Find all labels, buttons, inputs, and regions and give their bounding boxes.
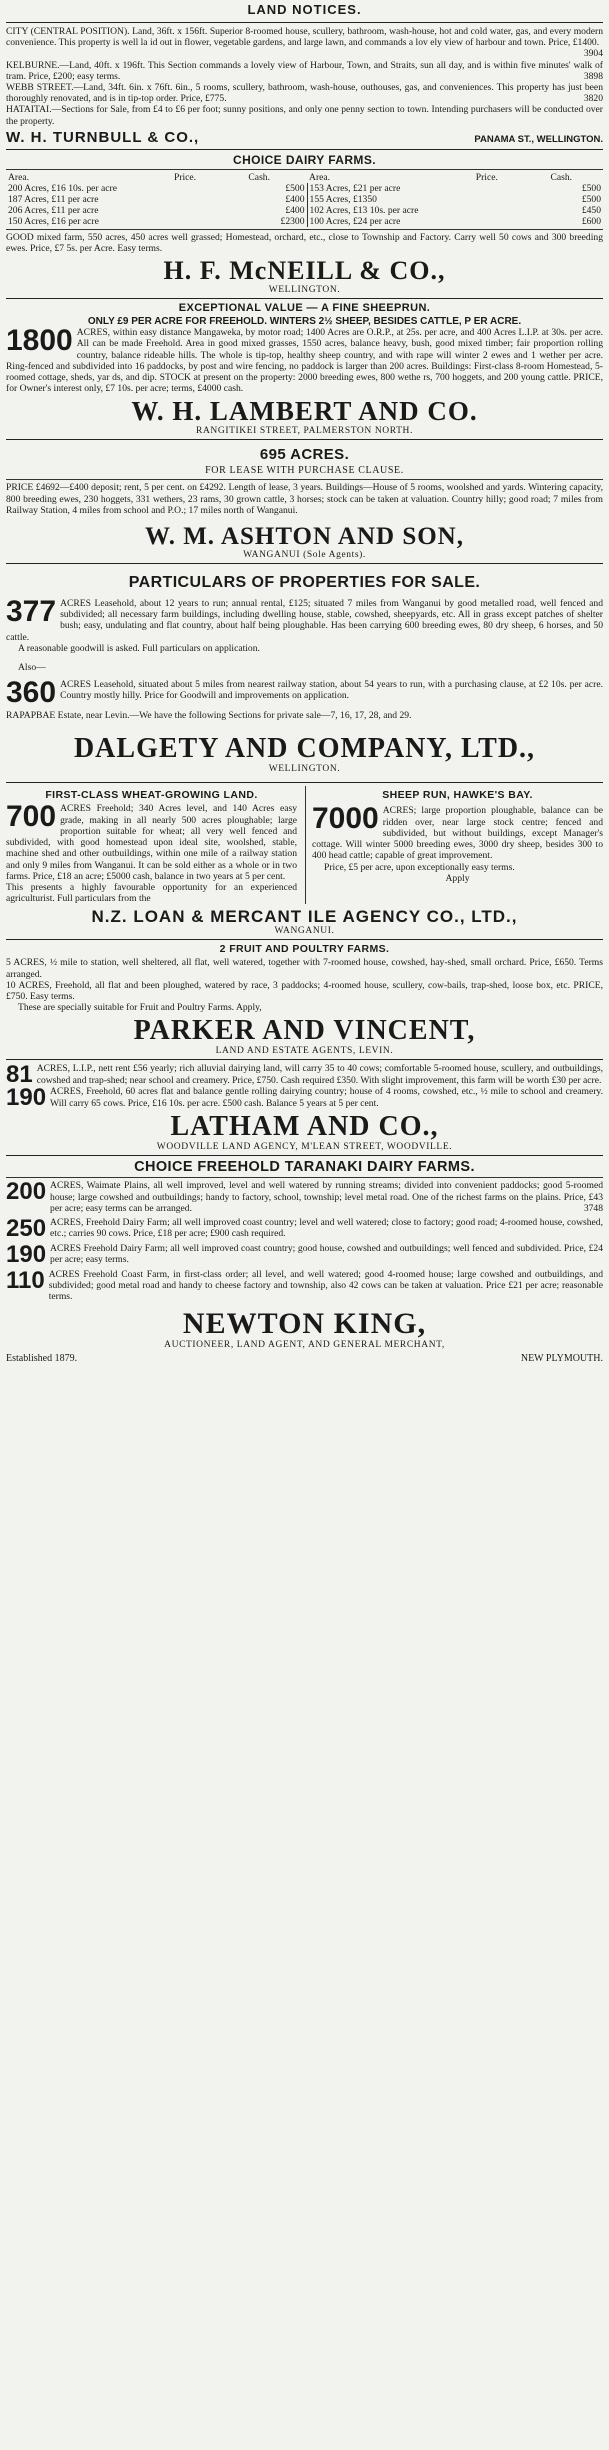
table-cell: 187 Acres, £11 per acre <box>8 193 99 205</box>
ad-kelburne <box>6 60 603 82</box>
firm-newton-king-location: NEW PLYMOUTH. <box>520 1352 603 1364</box>
wheat-column <box>6 786 297 904</box>
lease-subheading: FOR LEASE WITH PURCHASE CLAUSE. <box>205 465 404 477</box>
section-title-particulars: PARTICULARS OF PROPERTIES FOR SALE. <box>128 574 481 592</box>
divider <box>6 229 603 230</box>
firm-parker-vincent: PARKER AND VINCENT, <box>133 1015 476 1047</box>
divider <box>6 1059 603 1060</box>
divider <box>6 563 603 564</box>
taranaki-text: ACRES Freehold Coast Farm, in first-class order; all level, and well watered; good 4-roomed house; large cowshed and outbuildings, and subdivided; good metal road and handy to cheese factory and township, also 42 cows can be taken at valuation. Price £21 per acre; reasonable terms. <box>48 1268 603 1303</box>
fruit-ad-1: 5 ACRES, ½ mile to station, well sheltered, all flat, well watered, together with 7-roomed house, cowshed, hay-shed, small orchard. Price, £650. Terms arranged. <box>6 957 603 980</box>
table-cell: 102 Acres, £13 10s. per acre <box>307 205 548 216</box>
firm-lambert: W. H. LAMBERT AND CO. <box>131 396 478 427</box>
table-cell: 150 Acres, £16 per acre <box>8 215 99 227</box>
firm-newton-king-established: Established 1879. <box>6 1352 78 1364</box>
hawkes-text: ACRES; large proportion ploughable, balance can be ridden over, near large stock centre; fenced and subdivided, but without buildings, except Manager's cottage. Will winter 5000 breeding ewes, 3000 dry sheep, besides 300 to 400 head cattle; capable of great improvement. <box>312 805 603 862</box>
fruit-note: These are specially suitable for Fruit and Poultry Farms. Apply, <box>18 1002 262 1014</box>
particulars-text: ACRES Leasehold, about 12 years to run; annual rental, £125; situated 7 miles from Wanganui by good metalled road, well fenced and subdivided; all necessary farm buildings, including dwelling house, stable, cowshed, sheepyards, etc. All in grass except patches of shelter bush; easy, undulating and flat country, about half being ploughable. Has been carrying 600 breeding ewes, 80 dry sheep, 6 horses, and 50 cattle. <box>6 598 603 643</box>
particulars-also: Also— <box>18 662 46 674</box>
table-cell: £450 <box>581 204 601 216</box>
ad-city <box>6 26 603 60</box>
taranaki-text: ACRES, Waimate Plains, all well improved, level and well watered by running streams; divided into convenient paddocks; good 5-roomed house; large cowshed and outbuildings; handy to factory, school, township; level metal road. One of the richest farms on the plains. Price, £43 per acre; easy terms can be arranged. <box>50 1180 603 1214</box>
table-header <box>6 172 603 183</box>
land-notices-page <box>6 0 603 1364</box>
firm-mcneill: H. F. McNEILL & CO., <box>163 256 446 286</box>
woodville-acres-figure: 81 <box>6 1061 33 1089</box>
taranaki-ad-4 <box>6 1266 603 1303</box>
firm-parker-vincent-address: LAND AND ESTATE AGENTS, LEVIN. <box>215 1046 394 1057</box>
taranaki-text: ACRES Freehold Dairy Farm; all well improved coast country; good house, cowshed and outbuildings; well fenced and subdivided. Price, £24 per acre; easy terms. <box>50 1242 603 1266</box>
hawkes-apply: Apply <box>445 872 470 884</box>
column-header: Price. <box>173 171 197 183</box>
firm-turnbull-address: PANAMA ST., WELLINGTON. <box>474 133 603 145</box>
column-header: Area. <box>309 171 331 183</box>
lease-ad: PRICE £4692—£400 deposit; rent, 5 per cent. on £4292. Length of lease, 3 years. Buildings—House of 5 rooms, woolshed and yards. Wintering capacity, 800 breeding ewes, 230 hoggets, 331 wethers, 23 rams, 30 grown cattle, 3 horses; stock can be taken at valuation. Country hilly; good road; 7 miles from Railway Station, 4 miles from school and P.O.; 17 miles north of Wanganui. <box>6 482 603 516</box>
ad-city-text: CITY (CENTRAL POSITION). Land, 36ft. x 156ft. Superior 8-roomed house, scullery, bathroom, wash-house, hot and cold water, gas, and every modern convenience. This property is well la id out in flower, vegetable gardens, and large lawn, and commands a lov ely view of harbour and town. Price, £1400. <box>6 26 603 49</box>
particulars-acres-figure: 377 <box>6 595 57 629</box>
table-cell: 200 Acres, £16 10s. per acre <box>8 182 117 194</box>
section-title-lease: 695 ACRES. <box>259 446 350 464</box>
ad-kelburne-code: 3898 <box>583 70 603 82</box>
table-cell: £500 <box>581 193 601 205</box>
section-title-dairy: CHOICE DAIRY FARMS. <box>233 152 376 167</box>
table-cell: £500 <box>285 182 305 194</box>
firm-latham-address: WOODVILLE LAND AGENCY, M'LEAN STREET, WOODVILLE. <box>156 1142 453 1153</box>
table-row <box>6 194 603 205</box>
firm-dalgety: DALGETY AND COMPANY, LTD., <box>73 733 536 765</box>
divider <box>6 782 603 783</box>
particulars-ad-3: RAPAPBAE Estate, near Levin.—We have the following Sections for private sale—7, 16, 17, 28, and 29. <box>6 710 412 722</box>
table-cell: 155 Acres, £1350 <box>307 194 548 205</box>
wheat-ad <box>6 800 297 882</box>
firm-nz-loan-location: WANGANUI. <box>274 926 335 937</box>
taranaki-ad-1 <box>6 1180 603 1214</box>
firm-newton-king-description: AUCTIONEER, LAND AGENT, AND GENERAL MERCHANT, <box>164 1339 445 1350</box>
taranaki-text: ACRES, Freehold Dairy Farm; all well improved coast country; level and well watered; close to factory; good road; 4-roomed house, cowshed, etc.; carries 90 cows. Price, £18 per acre; £900 cash required. <box>50 1216 603 1240</box>
divider <box>6 939 603 940</box>
firm-newton-king: NEWTON KING, <box>182 1306 427 1340</box>
table-cell: 100 Acres, £24 per acre <box>307 216 548 227</box>
section-title-hawkes: SHEEP RUN, HAWKE'S BAY. <box>382 789 533 802</box>
ad-hataitai: HATAITAI.—Sections for Sale, from £4 to £6 per foot; sunny positions, and only one penny section to town. Intending purchasers will be conducted over the property. <box>6 104 603 127</box>
sheeprun-acres-figure: 1800 <box>6 324 73 358</box>
column-header: Cash. <box>550 171 573 183</box>
table-cell: £400 <box>285 204 305 216</box>
firm-latham: LATHAM AND CO., <box>170 1111 439 1143</box>
particulars-ad-1 <box>6 595 603 643</box>
table-row <box>6 216 603 227</box>
section-title-wheat: FIRST-CLASS WHEAT-GROWING LAND. <box>45 789 258 802</box>
firm-dalgety-location: WELLINGTON. <box>268 764 341 775</box>
table-cell: 206 Acres, £11 per acre <box>8 204 99 216</box>
firm-turnbull <box>6 129 603 146</box>
woodville-ad-1 <box>6 1061 603 1089</box>
firm-ashton-location: WANGANUI (Sole Agents). <box>243 550 366 561</box>
firm-ashton: W. M. ASHTON AND SON, <box>145 523 464 551</box>
wheat-text: ACRES Freehold; 340 Acres level, and 140 Acres easy grade, making in all nearly 500 acres ploughable; large proportion suitable for wheat; all very well fenced and subdivided, with good homestead upon ideal site, woolshed, stable, machine shed and other outbuildings, within one mile of a railway station and only 9 miles from Wanganui. It can be sold either as a whole or in two farms. Price, £18 an acre; £5000 cash, balance in two years at 5 per cent. <box>6 803 297 882</box>
table-cell: 153 Acres, £21 per acre <box>307 183 548 194</box>
ad-webb-text: WEBB STREET.—Land, 34ft. 6in. x 76ft. 6in., 5 rooms, scullery, bathroom, wash-house, outhouses, gas, and conveniences. This property has just been thoroughly renovated, and is in tip-top order. Price, £775. <box>6 82 603 105</box>
sheeprun-ad <box>6 324 603 395</box>
firm-turnbull-name: W. H. TURNBULL & CO., <box>6 128 200 146</box>
woodville-acres-figure: 190 <box>6 1084 47 1112</box>
wheat-note: This presents a highly favourable opportunity for an experienced agriculturist. Full particulars from the <box>6 881 297 905</box>
sheeprun-subheading: ONLY £9 PER ACRE FOR FREEHOLD. WINTERS 2½ SHEEP, BESIDES CATTLE, P ER ACRE. <box>87 316 522 328</box>
table-cell: £2300 <box>280 215 305 227</box>
table-row <box>6 183 603 194</box>
table-row <box>6 205 603 216</box>
particulars-acres-figure: 360 <box>6 676 57 710</box>
firm-newton-king-footer <box>6 1353 603 1364</box>
particulars-ad-2 <box>6 676 603 710</box>
table-cell: £600 <box>581 215 601 227</box>
taranaki-code: 3748 <box>583 1202 603 1214</box>
divider <box>6 169 603 170</box>
table-cell: £500 <box>581 182 601 194</box>
firm-mcneill-location: WELLINGTON. <box>268 285 341 296</box>
taranaki-acres-figure: 250 <box>6 1214 47 1242</box>
hawkes-ad <box>312 802 603 862</box>
sheeprun-text: ACRES, within easy distance Mangaweka, by motor road; 1400 Acres are O.R.P., at 25s. per acre, and 400 Acres L.I.P. at 30s. per acre. All can be made Freehold. Area in good mixed grasses, 1550 acres, balance heavy, bush, good mixed timber; fair proportion rolling country, balance rideable hills. The whole is tip-top, healthy sheep country, and with rape will winter 2 ewes and 1 wether per acre. Ring-fenced and subdivided into 16 paddocks, by post and wire fencing, no paddock is larger than 200 acres. Buildings: First-class 8-room Homestead, 5-roomed cottage, sheds, yar ds, and dip. STOCK at present on the property: 2000 breeding ewes, 800 wethe rs, 700 hoggets, and 200 young cattle. PRICE, for Owner's interest only, £7 10s. per acre; terms, £4000 cash. <box>6 327 603 395</box>
taranaki-acres-figure: 200 <box>6 1178 47 1206</box>
taranaki-ad-3 <box>6 1240 603 1268</box>
particulars-note: A reasonable goodwill is asked. Full particulars on application. <box>18 642 260 654</box>
hawkes-price: Price, £5 per acre, upon exceptionally easy terms. <box>324 861 515 873</box>
wheat-acres-figure: 700 <box>6 800 57 834</box>
woodville-ad-2 <box>6 1084 603 1112</box>
firm-lambert-address: RANGITIKEI STREET, PALMERSTON NORTH. <box>196 426 413 437</box>
section-title-taranaki: CHOICE FREEHOLD TARANAKI DAIRY FARMS. <box>134 1159 475 1176</box>
taranaki-acres-figure: 190 <box>6 1240 47 1268</box>
particulars-text: ACRES Leasehold, situated about 5 miles from nearest railway station, about 54 years to run, with a purchasing clause, at £2 10s. per acre. Country mostly hilly. Price for Goodwill and improvements on application. <box>60 679 603 702</box>
woodville-text: ACRES, Freehold, 60 acres flat and balance gentle rolling dairying country; house of 4 rooms, cowshed, etc., ½ mile to school and creamery. Will carry 65 cows. Price, £16 10s. per acre. £500 cash. Balance 5 years at 5 per cent. <box>50 1086 603 1109</box>
taranaki-ad-2 <box>6 1214 603 1242</box>
hawkes-acres-figure: 7000 <box>312 802 379 836</box>
section-title-sheeprun: EXCEPTIONAL VALUE — A FINE SHEEPRUN. <box>178 302 431 315</box>
woodville-text: ACRES, L.I.P., nett rent £56 yearly; rich alluvial dairying land, will carry 35 to 40 cows; comfortable 5-roomed house, scullery, and outbuildings, cowshed and trap-shed; near school and creamery. Price, £750. Cash required £350. With slight improvement, this farm will be worth £30 per acre. <box>36 1063 603 1086</box>
section-title-fruit: 2 FRUIT AND POULTRY FARMS. <box>219 943 390 956</box>
ad-city-code: 3904 <box>583 48 603 60</box>
divider <box>6 22 603 23</box>
column-header: Area. <box>8 171 30 183</box>
table-cell: £400 <box>285 193 305 205</box>
column-header: Cash. <box>248 171 270 183</box>
divider <box>6 1155 603 1156</box>
hawkes-column <box>305 786 603 904</box>
divider <box>6 439 603 440</box>
ad-webb <box>6 82 603 104</box>
divider <box>6 149 603 150</box>
firm-nz-loan: N.Z. LOAN & MERCANT ILE AGENCY CO., LTD., <box>91 907 518 927</box>
dairy-table <box>6 172 603 227</box>
page-heading: LAND NOTICES. <box>247 2 362 17</box>
divider <box>6 479 603 480</box>
dairy-note: GOOD mixed farm, 550 acres, 450 acres well grassed; Homestead, orchard, etc., close to Township and Factory. Carry well 50 cows and 300 breeding ewes. Price, £7 5s. per Acre. Easy terms. <box>6 231 603 255</box>
two-column-block <box>6 786 603 904</box>
ad-kelburne-text: KELBURNE.—Land, 40ft. x 196ft. This Section commands a lovely view of Harbour, Town, and Straits, sun all day, and is within five minutes' walk of tram. Price, £200; easy terms. <box>6 59 603 82</box>
taranaki-acres-figure: 110 <box>6 1266 45 1294</box>
column-header: Price. <box>475 171 498 183</box>
divider <box>6 298 603 299</box>
divider <box>6 1177 603 1178</box>
ad-webb-code: 3820 <box>583 93 603 105</box>
fruit-ad-2: 10 ACRES, Freehold, all flat and been ploughed, watered by race, 3 paddocks; 4-roomed house, scullery, cow-bails, trap-shed, loose box, etc. PRICE, £750. Easy terms. <box>6 979 603 1002</box>
